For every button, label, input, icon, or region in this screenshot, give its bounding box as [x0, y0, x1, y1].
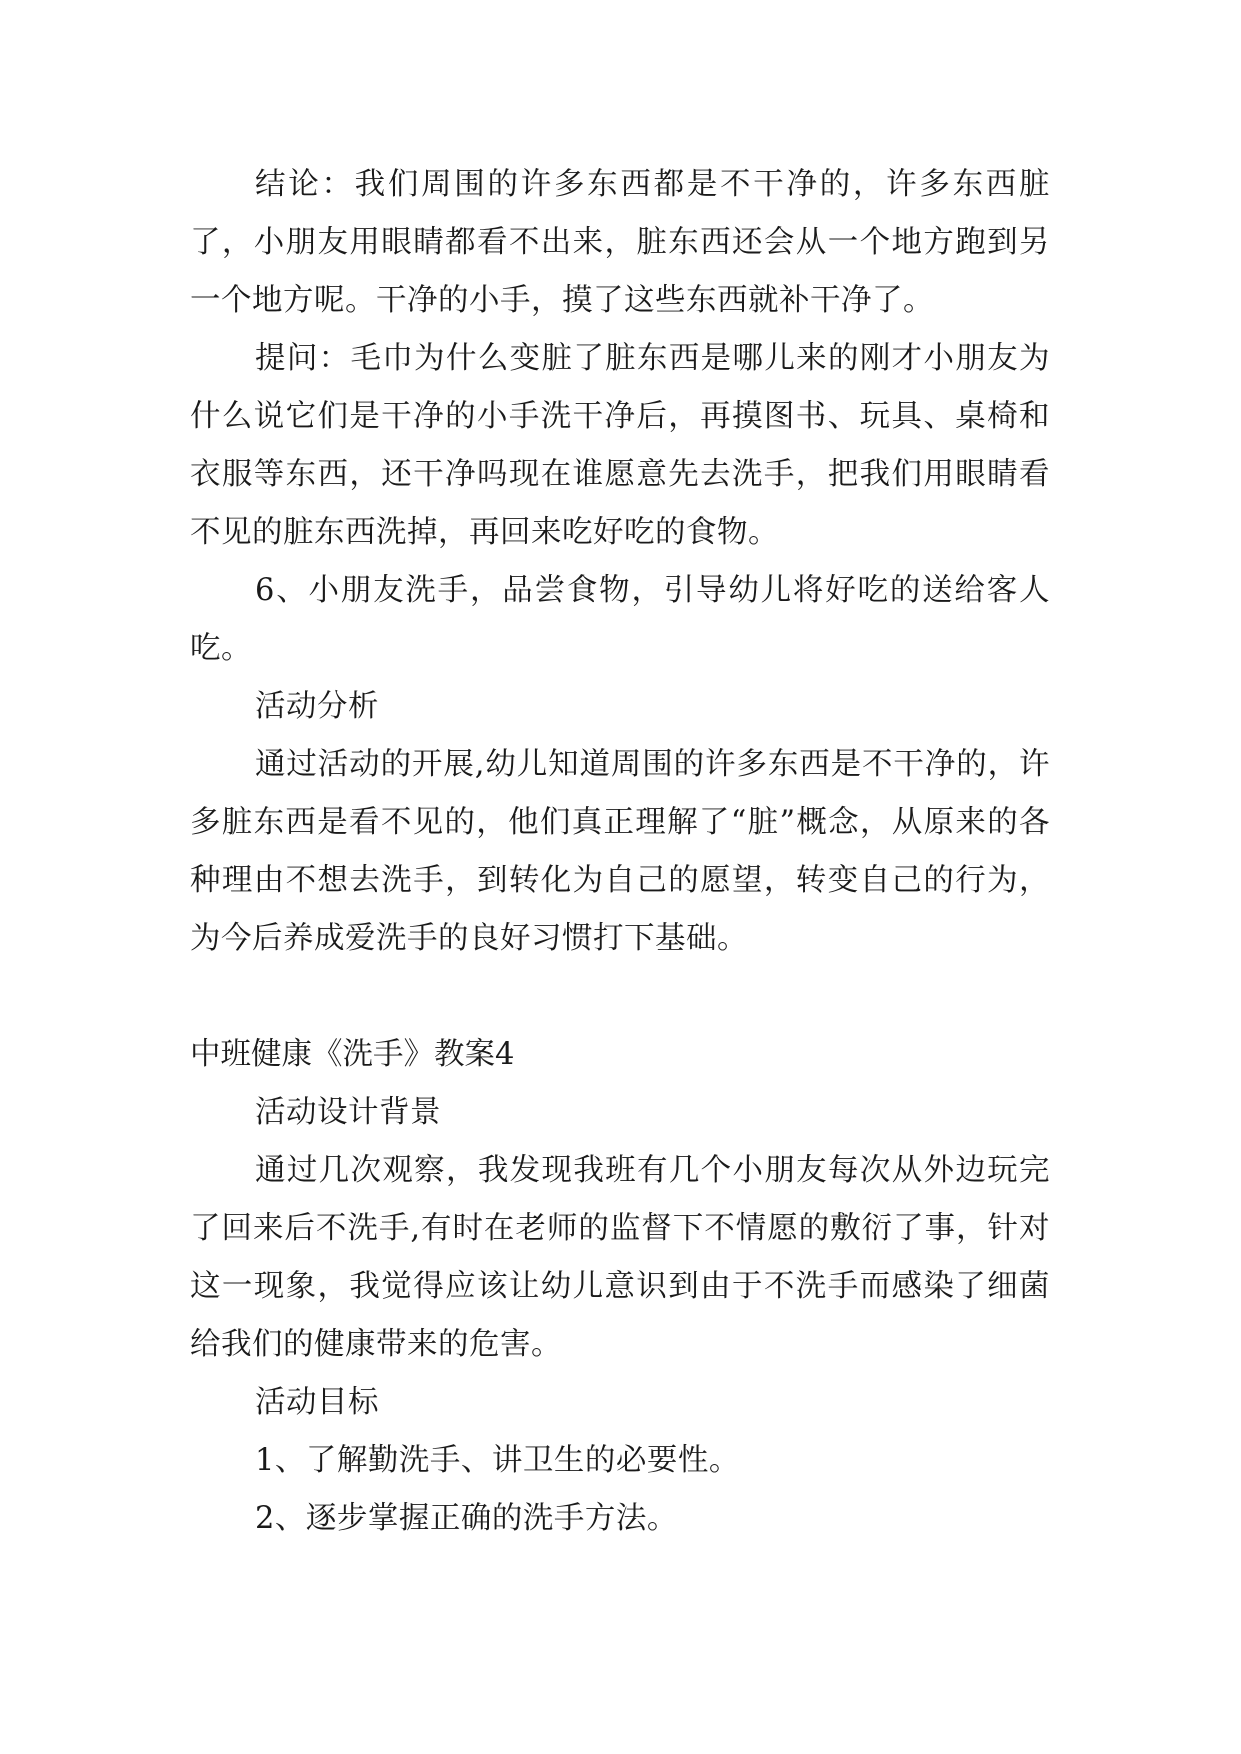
paragraph-question: 提问：毛巾为什么变脏了脏东西是哪儿来的刚才小朋友为什么说它们是干净的小手洗干净后，再摸图书、玩具、桌椅和衣服等东西，还干净吗现在谁愿意先去洗手，把我们用眼睛看不见的脏东西洗掉，再回来吃好吃的食物。	[190, 341, 1050, 550]
goal-item-2: 2、逐步掌握正确的洗手方法。	[255, 1501, 678, 1536]
section-title: 中班健康《洗手》教案4	[190, 1037, 515, 1072]
document-page	[190, 156, 1050, 1548]
paragraph-conclusion: 结论：我们周围的许多东西都是不干净的，许多东西脏了，小朋友用眼睛都看不出来，脏东西还会从一个地方跑到另一个地方呢。干净的小手，摸了这些东西就补干净了。	[190, 167, 1050, 318]
paragraph-background: 通过几次观察，我发现我班有几个小朋友每次从外边玩完了回来后不洗手,有时在老师的监督下不情愿的敷衍了事，针对这一现象，我觉得应该让幼儿意识到由于不洗手而感染了细菌给我们的健康带来的危害。	[190, 1153, 1050, 1362]
goal-item-1: 1、了解勤洗手、讲卫生的必要性。	[255, 1443, 740, 1478]
subheading-activity-analysis: 活动分析	[255, 689, 379, 724]
paragraph-step-6: 6、小朋友洗手，品尝食物，引导幼儿将好吃的送给客人吃。	[190, 573, 1050, 666]
subheading-activity-goals: 活动目标	[255, 1385, 379, 1420]
section-gap	[190, 968, 1050, 1026]
subheading-design-background: 活动设计背景	[255, 1095, 441, 1130]
paragraph-analysis: 通过活动的开展,幼儿知道周围的许多东西是不干净的，许多脏东西是看不见的，他们真正理解了“脏”概念，从原来的各种理由不想去洗手，到转化为自己的愿望，转变自己的行为，为今后养成爱洗手的良好习惯打下基础。	[190, 747, 1050, 956]
